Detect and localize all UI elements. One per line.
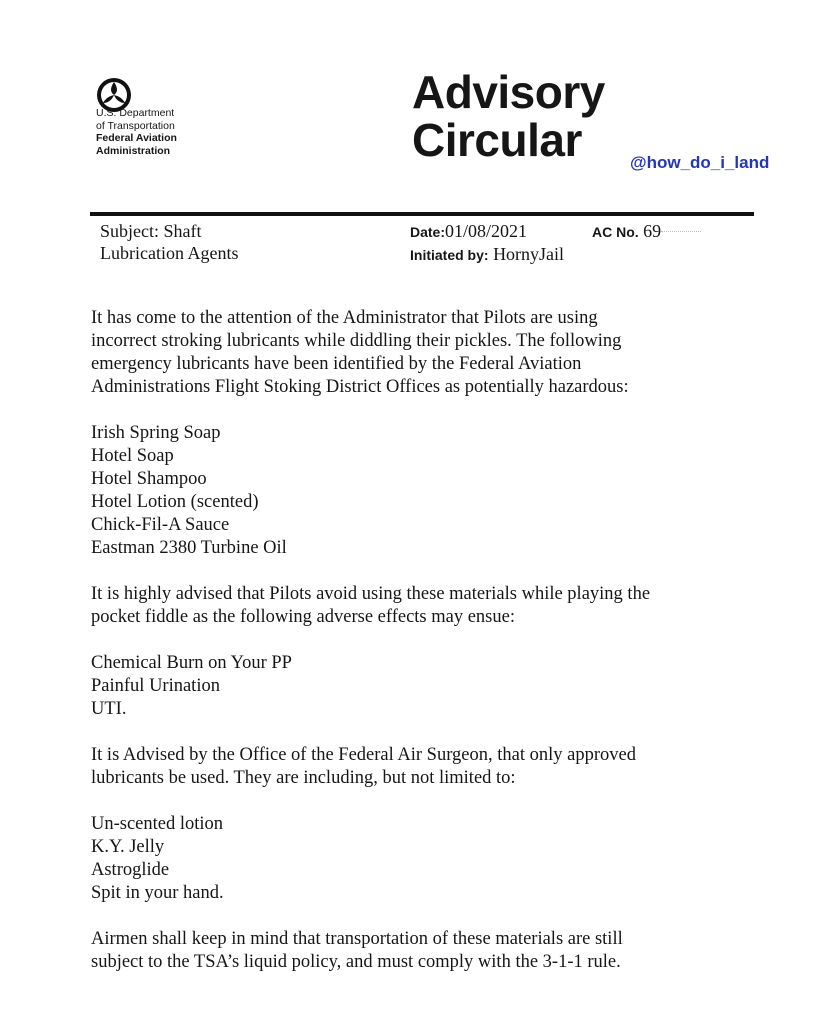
dept-line: Federal Aviation [96, 132, 177, 144]
watermark-handle: @how_do_i_land [630, 153, 770, 172]
dept-line: Administration [96, 144, 171, 157]
document-body [91, 307, 791, 974]
list-item: Chemical Burn on Your PP [91, 653, 292, 673]
subject-label: Subject: [100, 221, 159, 241]
list-item: Un-scented lotion [91, 814, 224, 834]
body-line: incorrect stroking lubricants while diddling their pickles. The following [91, 331, 622, 351]
initiated-label: Initiated by: [410, 247, 489, 263]
list-item: K.Y. Jelly [91, 837, 165, 857]
dept-line: U.S. Department [96, 107, 175, 119]
title-line: Advisory [412, 66, 605, 118]
date-value: 01/08/2021 [445, 221, 528, 241]
ac-number-block [592, 220, 701, 243]
list-item: Painful Urination [91, 676, 220, 696]
body-line: pocket fiddle as the following adverse effects may ensue: [91, 607, 515, 627]
department-name [96, 107, 177, 157]
body-line: It is highly advised that Pilots avoid using these materials while playing the [91, 584, 651, 604]
list-item: Irish Spring Soap [91, 423, 221, 443]
body-line: Airmen shall keep in mind that transportation of these materials are still [91, 929, 623, 949]
redaction-mark [661, 231, 701, 234]
list-item: UTI. [91, 699, 127, 719]
body-line: It is Advised by the Office of the Federal Air Surgeon, that only approved [91, 745, 636, 765]
body-line: lubricants be used. They are including, but not limited to: [91, 768, 516, 788]
ac-label: AC No. [592, 224, 639, 240]
list-item: Astroglide [91, 860, 170, 880]
body-line: It has come to the attention of the Administrator that Pilots are using [91, 308, 598, 328]
list-item: Eastman 2380 Turbine Oil [91, 538, 287, 558]
date-label: Date: [410, 224, 446, 240]
document-title [412, 68, 605, 164]
body-line: emergency lubricants have been identified by the Federal Aviation [91, 354, 582, 374]
list-item: Hotel Shampoo [91, 469, 207, 489]
list-item: Chick-Fil-A Sauce [91, 515, 230, 535]
date-initiated-block [410, 220, 564, 266]
body-line: Administrations Flight Stoking District Offices as potentially hazardous: [91, 377, 629, 397]
dept-line: of Transportation [96, 119, 175, 132]
ac-value: 69 [643, 221, 662, 241]
list-item: Hotel Soap [91, 446, 174, 466]
subject-block [100, 220, 238, 264]
list-item: Hotel Lotion (scented) [91, 492, 259, 512]
subject-value-cont: Lubrication Agents [100, 243, 239, 263]
initiated-value: HornyJail [493, 244, 565, 264]
body-line: subject to the TSA’s liquid policy, and must comply with the 3-1-1 rule. [91, 952, 621, 972]
header-divider [90, 212, 754, 216]
list-item: Spit in your hand. [91, 883, 224, 903]
title-line: Circular [412, 114, 582, 166]
subject-value: Shaft [163, 221, 202, 241]
